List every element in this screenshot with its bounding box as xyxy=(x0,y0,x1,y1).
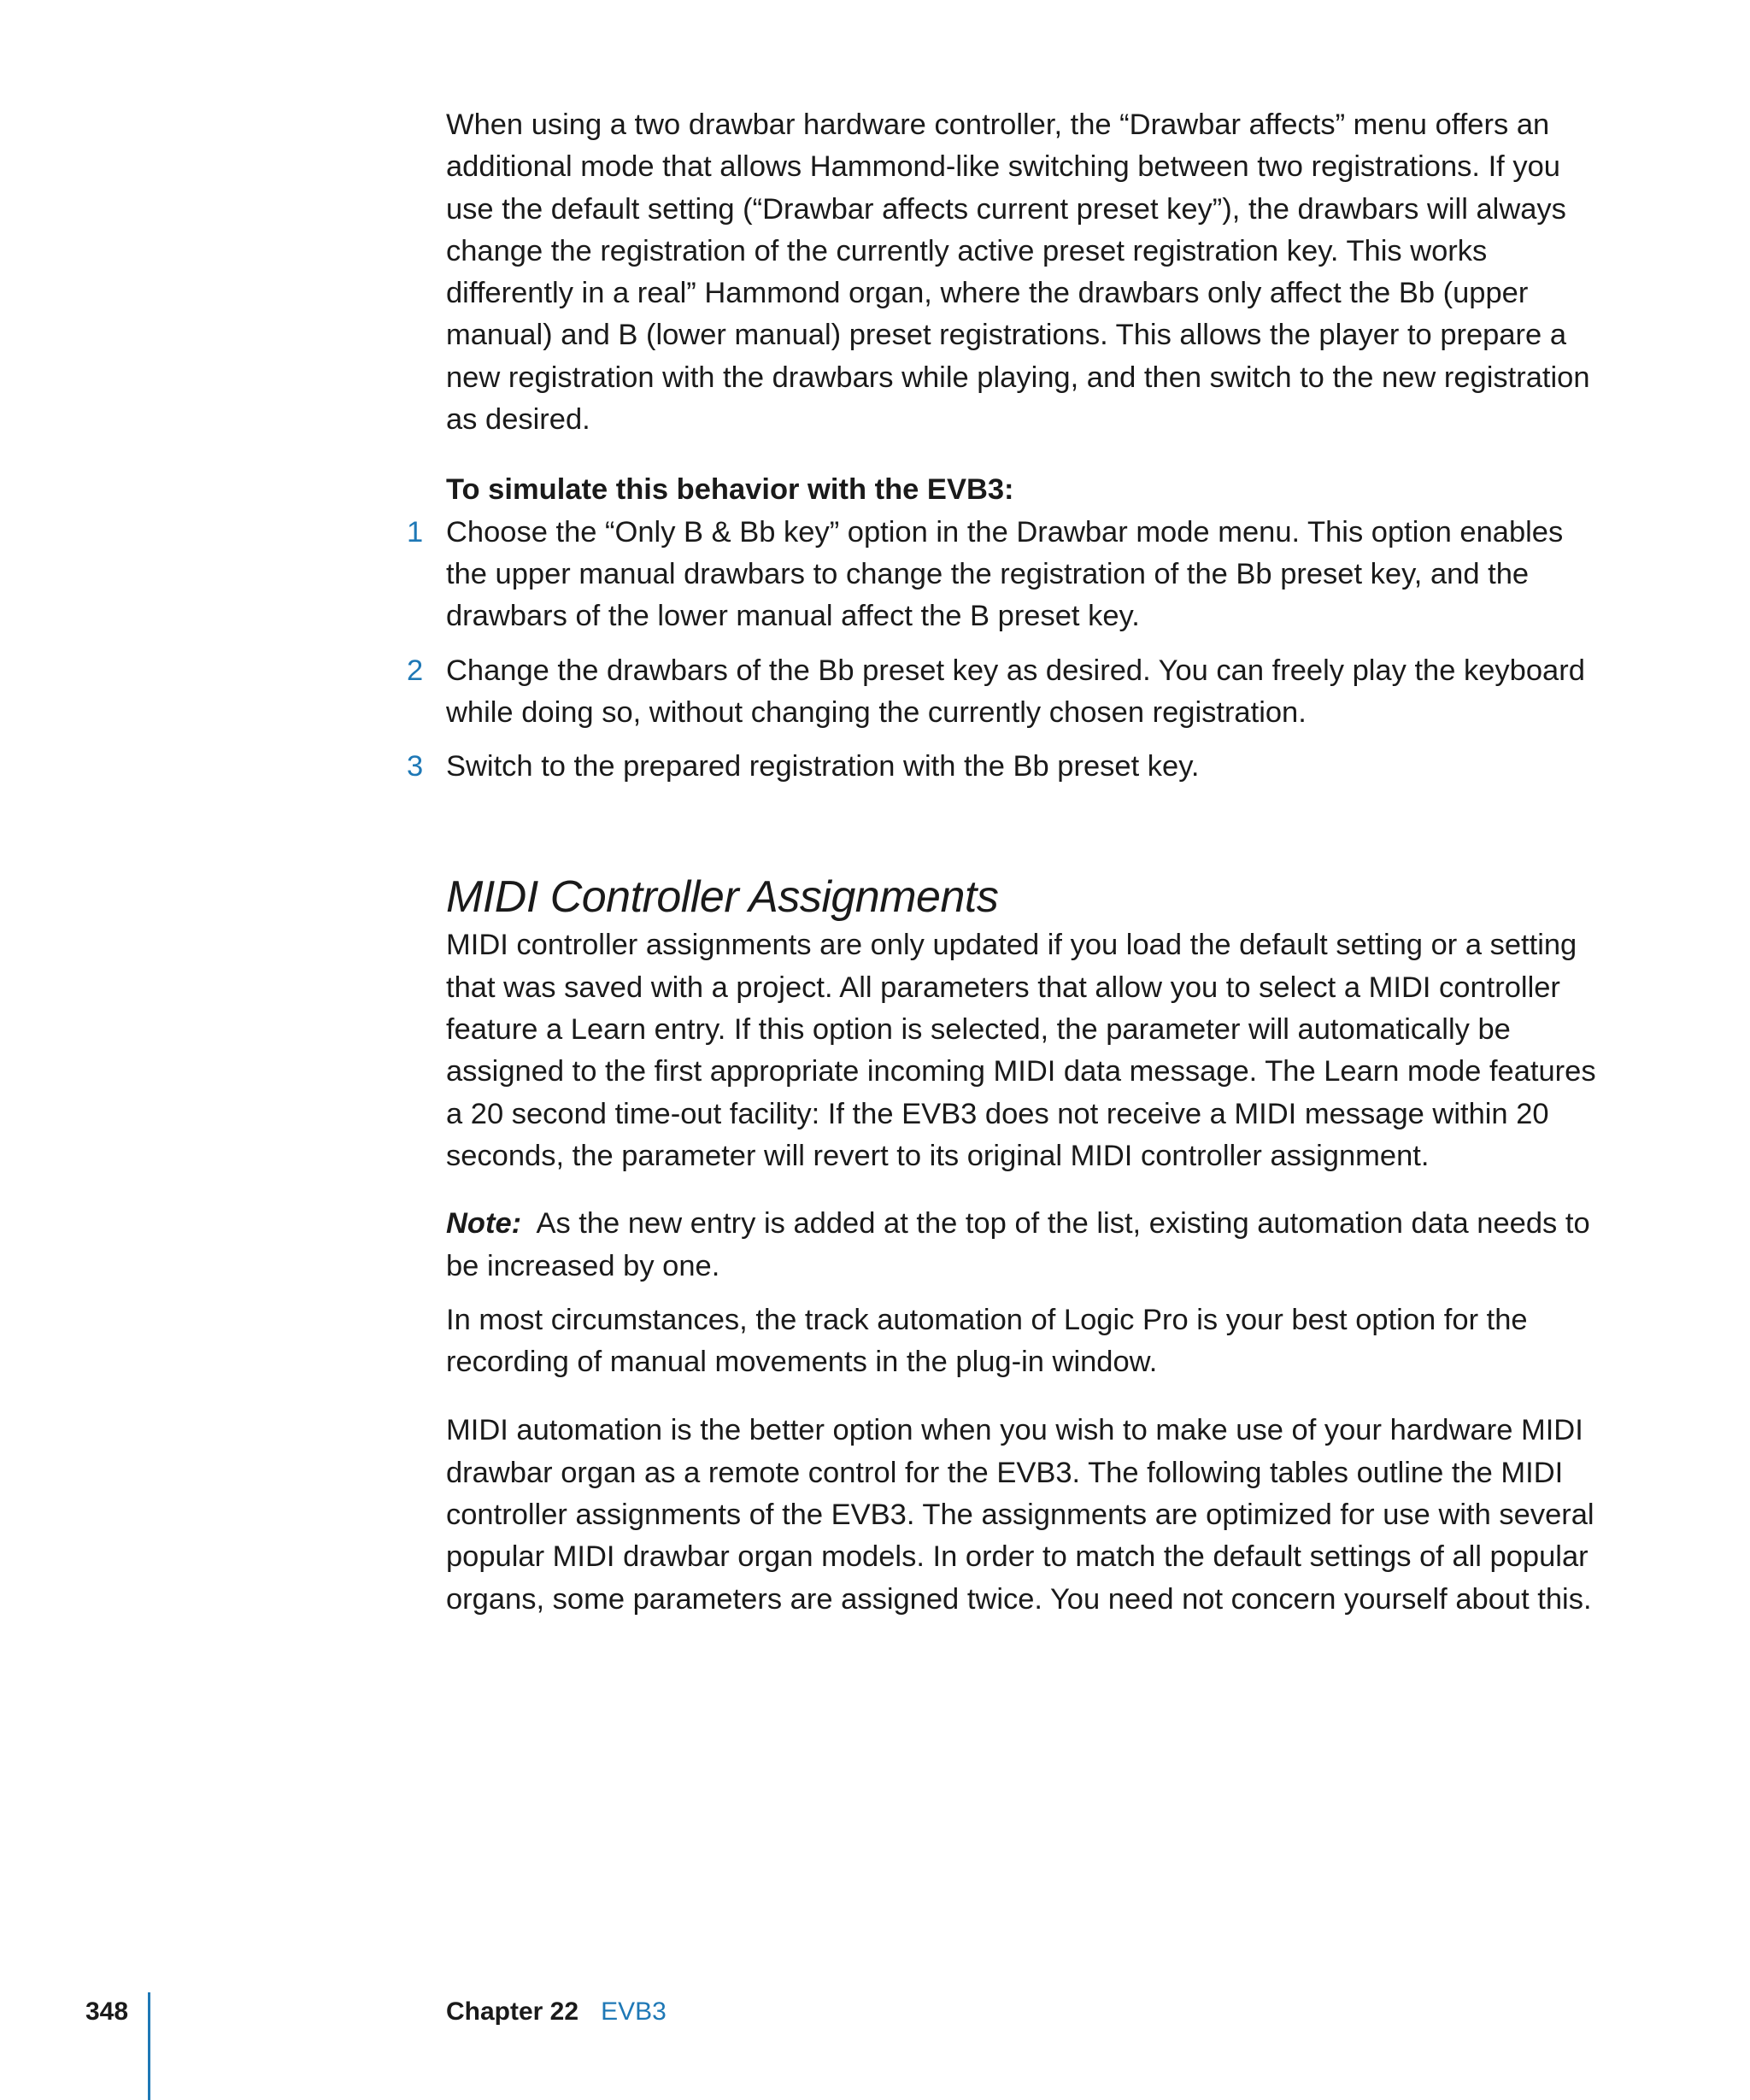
procedure-steps xyxy=(407,512,1600,789)
footer-chapter xyxy=(446,1997,667,2027)
section-title: MIDI Controller Assignments xyxy=(446,872,999,923)
step-number: 2 xyxy=(407,654,424,687)
step-number: 3 xyxy=(407,750,424,783)
note-paragraph xyxy=(446,1203,1600,1288)
section-paragraph-3: MIDI automation is the better option when you wish to make use of your hardware MIDI drawbar organ as a remote control for the EVB3. The following tables outline the MIDI controller assignments of the EVB3. The assignments are optimized for use with several popular MIDI drawbar organ models. In order to match the default settings of all popular organs, some parameters are assigned twice. You need not concern yourself about this. xyxy=(446,1414,1594,1616)
intro-paragraph: When using a two drawbar hardware controller, the “Drawbar affects” menu offers an additional mode that allows Hammond-like switching between two registrations. If you use the default setting (“Drawbar affects current preset key”), the drawbars will always change the registration of the currently active preset registration key. This works differently in a real” Hammond organ, where the drawbars only affect the Bb (upper manual) and B (lower manual) preset registrations. This allows the player to prepare a new registration with the drawbars while playing, and then switch to the new registration as desired. xyxy=(446,109,1590,437)
step-number: 1 xyxy=(407,515,424,548)
list-item xyxy=(407,512,1600,638)
page-number: 348 xyxy=(85,1997,129,2026)
note-text: As the new entry is added at the top of the list, existing automation data needs to be increased by one. xyxy=(446,1207,1590,1282)
step-text: Switch to the prepared registration with the Bb preset key. xyxy=(446,750,1200,783)
step-text: Change the drawbars of the Bb preset key as desired. You can freely play the keyboard while doing so, without changing the currently chosen registration. xyxy=(446,654,1585,729)
note-label: Note: xyxy=(446,1207,522,1241)
page-content xyxy=(407,104,1600,1621)
section-paragraph-1: MIDI controller assignments are only updated if you load the default setting or a setting that was saved with a project. All parameters that allow you to select a MIDI controller feature a Learn entry. If this option is selected, the parameter will automatically be assigned to the first appropriate incoming MIDI data message. The Learn mode features a 20 second time-out facility: If the EVB3 does not receive a MIDI message within 20 seconds, the parameter will revert to its original MIDI controller assignment. xyxy=(446,929,1596,1172)
procedure-heading: To simulate this behavior with the EVB3: xyxy=(446,473,1014,507)
chapter-title: EVB3 xyxy=(601,1997,667,2026)
list-item xyxy=(407,650,1600,735)
step-text: Choose the “Only B & Bb key” option in the Drawbar mode menu. This option enables the upper manual drawbars to change the registration of the Bb preset key, and the drawbars of the lower manual affect the B preset key. xyxy=(446,515,1564,633)
footer-divider xyxy=(148,1992,150,2100)
list-item xyxy=(407,746,1600,788)
chapter-label: Chapter 22 xyxy=(446,1997,579,2026)
section-paragraph-2: In most circumstances, the track automation of Logic Pro is your best option for the recording of manual movements in the plug-in window. xyxy=(446,1303,1528,1379)
